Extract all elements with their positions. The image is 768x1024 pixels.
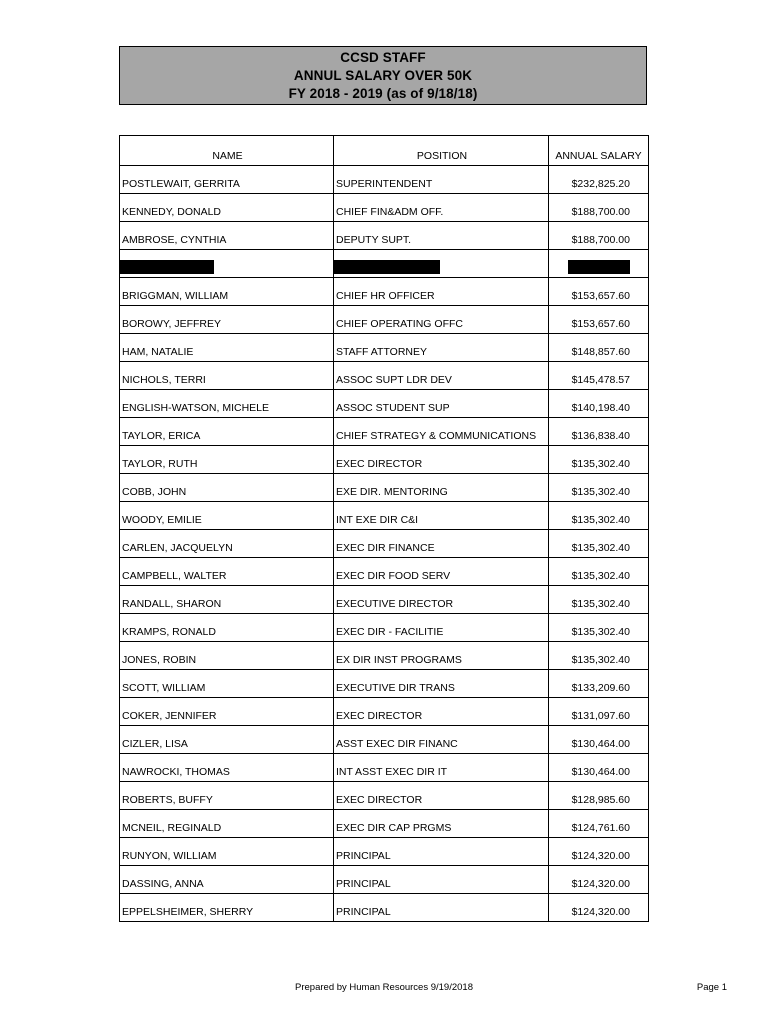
table-row (120, 894, 649, 922)
document-title-box (119, 46, 647, 105)
salary-cell: $135,302.40 (549, 502, 649, 530)
table-row (120, 362, 649, 390)
position-cell: ASSOC SUPT LDR DEV (334, 362, 549, 390)
position-cell: EXE DIR. MENTORING (334, 474, 549, 502)
name-cell: CARLEN, JACQUELYN (120, 530, 334, 558)
name-cell: KENNEDY, DONALD (120, 194, 334, 222)
table-row (120, 670, 649, 698)
salary-cell: $133,209.60 (549, 670, 649, 698)
salary-cell: $135,302.40 (549, 530, 649, 558)
position-cell: CHIEF FIN&ADM OFF. (334, 194, 549, 222)
position-cell: EXEC DIRECTOR (334, 698, 549, 726)
position-cell: PRINCIPAL (334, 838, 549, 866)
position-cell: CHIEF STRATEGY & COMMUNICATIONS (334, 418, 549, 446)
name-cell: WOODY, EMILIE (120, 502, 334, 530)
position-cell: EXEC DIRECTOR (334, 782, 549, 810)
name-cell: ENGLISH-WATSON, MICHELE (120, 390, 334, 418)
salary-cell: $130,464.00 (549, 726, 649, 754)
redacted-position-cell (334, 250, 549, 278)
name-cell: KRAMPS, RONALD (120, 614, 334, 642)
name-cell: RANDALL, SHARON (120, 586, 334, 614)
name-cell: BOROWY, JEFFREY (120, 306, 334, 334)
table-row (120, 810, 649, 838)
table-row (120, 194, 649, 222)
table-row (120, 446, 649, 474)
position-cell: CHIEF OPERATING OFFC (334, 306, 549, 334)
table-row (120, 390, 649, 418)
salary-cell: $124,320.00 (549, 894, 649, 922)
table-row (120, 838, 649, 866)
position-cell: CHIEF HR OFFICER (334, 278, 549, 306)
redaction-bar (120, 260, 214, 274)
table-row (120, 502, 649, 530)
name-cell: HAM, NATALIE (120, 334, 334, 362)
salary-cell: $135,302.40 (549, 558, 649, 586)
table-row (120, 698, 649, 726)
name-cell: NICHOLS, TERRI (120, 362, 334, 390)
table-row (120, 418, 649, 446)
position-cell: DEPUTY SUPT. (334, 222, 549, 250)
name-cell: NAWROCKI, THOMAS (120, 754, 334, 782)
redaction-bar (568, 260, 630, 274)
name-cell: ROBERTS, BUFFY (120, 782, 334, 810)
salary-cell: $145,478.57 (549, 362, 649, 390)
name-cell: CIZLER, LISA (120, 726, 334, 754)
table-body (120, 166, 649, 922)
salary-cell: $124,320.00 (549, 866, 649, 894)
table-row (120, 166, 649, 194)
salary-table (119, 135, 649, 922)
redacted-salary-cell (549, 250, 649, 278)
name-cell: DASSING, ANNA (120, 866, 334, 894)
table-row (120, 530, 649, 558)
table-row (120, 334, 649, 362)
salary-cell: $188,700.00 (549, 222, 649, 250)
name-cell: SCOTT, WILLIAM (120, 670, 334, 698)
table-row (120, 222, 649, 250)
position-cell: PRINCIPAL (334, 894, 549, 922)
name-cell: POSTLEWAIT, GERRITA (120, 166, 334, 194)
table-row (120, 614, 649, 642)
name-cell: CAMPBELL, WALTER (120, 558, 334, 586)
footer-prepared-by: Prepared by Human Resources 9/19/2018 (295, 982, 473, 993)
position-cell: ASST EXEC DIR FINANC (334, 726, 549, 754)
position-cell: EXEC DIR FINANCE (334, 530, 549, 558)
salary-cell: $188,700.00 (549, 194, 649, 222)
salary-cell: $130,464.00 (549, 754, 649, 782)
title-line-1: CCSD STAFF (340, 49, 426, 65)
position-cell: PRINCIPAL (334, 866, 549, 894)
name-cell: JONES, ROBIN (120, 642, 334, 670)
table-row (120, 642, 649, 670)
redacted-name-cell (120, 250, 334, 278)
table-header-row (120, 136, 649, 166)
salary-cell: $153,657.60 (549, 306, 649, 334)
name-cell: TAYLOR, ERICA (120, 418, 334, 446)
salary-cell: $140,198.40 (549, 390, 649, 418)
name-cell: COKER, JENNIFER (120, 698, 334, 726)
footer-page-number: Page 1 (696, 982, 727, 993)
header-annual-salary: ANNUAL SALARY (549, 136, 649, 166)
table-row (120, 278, 649, 306)
salary-cell: $136,838.40 (549, 418, 649, 446)
salary-cell: $135,302.40 (549, 586, 649, 614)
salary-cell: $128,985.60 (549, 782, 649, 810)
position-cell: INT ASST EXEC DIR IT (334, 754, 549, 782)
position-cell: ASSOC STUDENT SUP (334, 390, 549, 418)
name-cell: COBB, JOHN (120, 474, 334, 502)
table-row (120, 866, 649, 894)
position-cell: EXEC DIR - FACILITIE (334, 614, 549, 642)
salary-cell: $148,857.60 (549, 334, 649, 362)
position-cell: EXEC DIRECTOR (334, 446, 549, 474)
position-cell: EXEC DIR CAP PRGMS (334, 810, 549, 838)
position-cell: EXEC DIR FOOD SERV (334, 558, 549, 586)
position-cell: SUPERINTENDENT (334, 166, 549, 194)
header-position: POSITION (334, 136, 549, 166)
title-line-3: FY 2018 - 2019 (as of 9/18/18) (288, 85, 478, 101)
table-row (120, 754, 649, 782)
name-cell: TAYLOR, RUTH (120, 446, 334, 474)
title-line-2: ANNUL SALARY OVER 50K (293, 67, 473, 83)
position-cell: STAFF ATTORNEY (334, 334, 549, 362)
table-row (120, 474, 649, 502)
table-row (120, 558, 649, 586)
salary-cell: $131,097.60 (549, 698, 649, 726)
salary-cell: $124,761.60 (549, 810, 649, 838)
redaction-bar (334, 260, 440, 274)
salary-cell: $135,302.40 (549, 446, 649, 474)
salary-cell: $135,302.40 (549, 474, 649, 502)
table-row (120, 306, 649, 334)
position-cell: EXECUTIVE DIR TRANS (334, 670, 549, 698)
salary-cell: $153,657.60 (549, 278, 649, 306)
name-cell: BRIGGMAN, WILLIAM (120, 278, 334, 306)
position-cell: EX DIR INST PROGRAMS (334, 642, 549, 670)
salary-cell: $232,825.20 (549, 166, 649, 194)
salary-cell: $124,320.00 (549, 838, 649, 866)
name-cell: MCNEIL, REGINALD (120, 810, 334, 838)
name-cell: AMBROSE, CYNTHIA (120, 222, 334, 250)
table-row (120, 586, 649, 614)
table-row (120, 726, 649, 754)
table-row (120, 782, 649, 810)
position-cell: INT EXE DIR C&I (334, 502, 549, 530)
name-cell: RUNYON, WILLIAM (120, 838, 334, 866)
salary-cell: $135,302.40 (549, 642, 649, 670)
header-name: NAME (120, 136, 334, 166)
position-cell: EXECUTIVE DIRECTOR (334, 586, 549, 614)
redacted-row (120, 250, 649, 278)
name-cell: EPPELSHEIMER, SHERRY (120, 894, 334, 922)
salary-cell: $135,302.40 (549, 614, 649, 642)
